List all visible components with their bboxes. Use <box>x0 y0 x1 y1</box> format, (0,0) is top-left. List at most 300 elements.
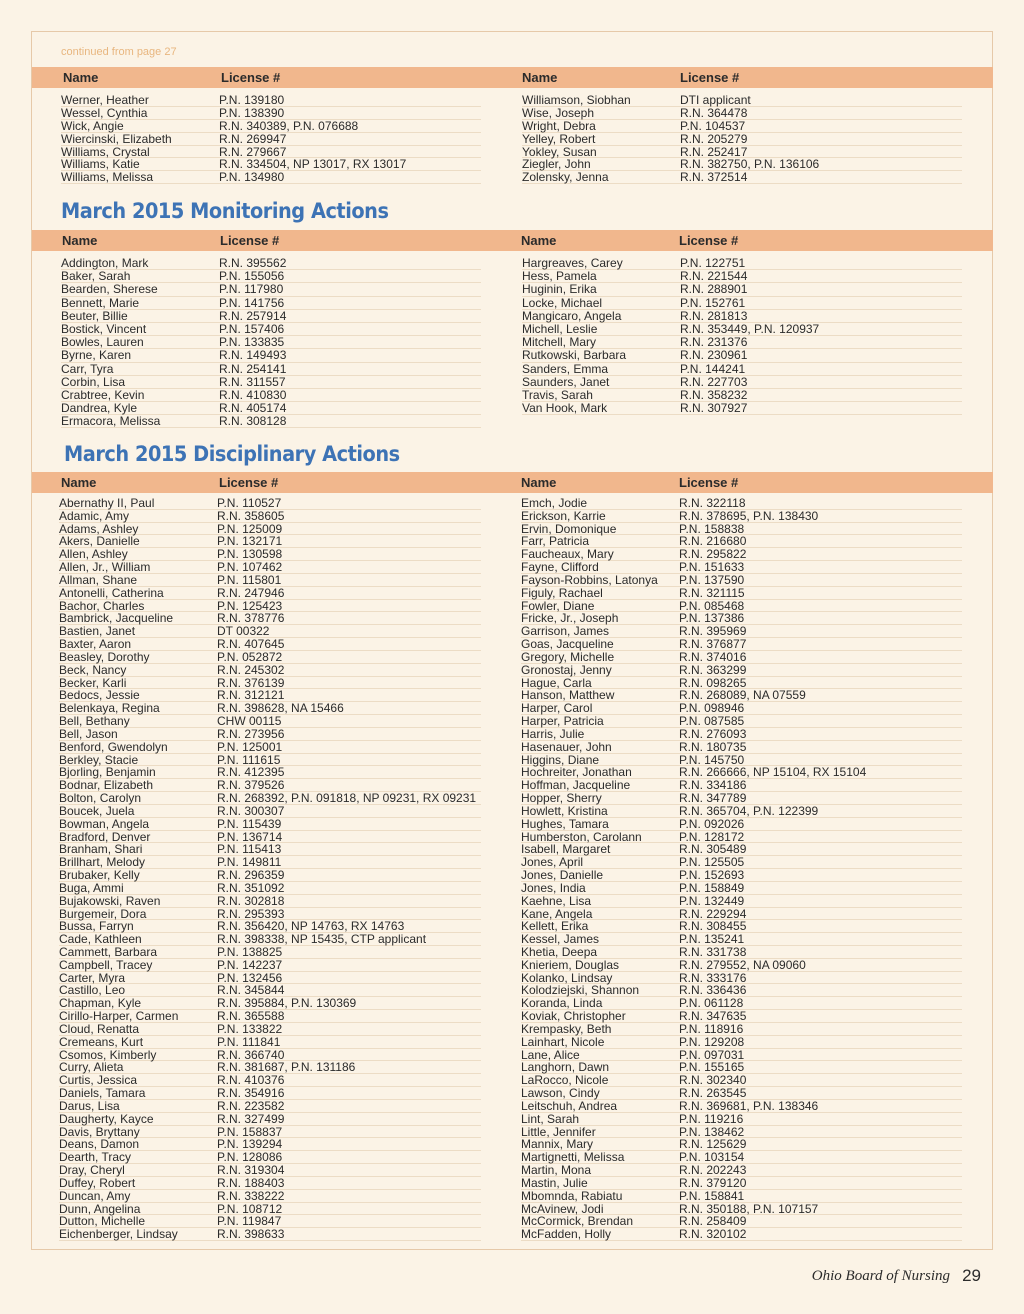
list-item <box>521 1190 962 1203</box>
license-number: R.N. 327499 <box>217 1111 285 1126</box>
list-item <box>59 587 481 600</box>
list-item <box>59 728 481 741</box>
list-item <box>522 283 962 296</box>
license-number: P.N. 085468 <box>679 598 745 613</box>
list-item <box>59 792 481 805</box>
licensee-name: Bell, Jason <box>59 726 118 741</box>
license-number: P.N. 157406 <box>219 321 285 336</box>
licensee-name: Knieriem, Douglas <box>521 957 620 972</box>
licensee-name: Byrne, Karen <box>61 348 132 363</box>
licensee-name: Zolensky, Jenna <box>522 170 609 185</box>
licensee-name: Cremeans, Kurt <box>59 1034 144 1049</box>
license-number: R.N. 395562 <box>219 256 287 270</box>
licensee-name: Corbin, Lisa <box>61 374 126 389</box>
list-item <box>59 1228 481 1241</box>
list-item <box>59 497 481 510</box>
licensee-name: Hughes, Tamara <box>521 816 609 831</box>
license-number: R.N. 366740 <box>217 1047 285 1062</box>
license-number: R.N. 331738 <box>679 944 747 959</box>
licensee-name: Little, Jennifer <box>521 1124 596 1139</box>
license-number: R.N. 252417 <box>680 144 748 159</box>
license-number: P.N. 119847 <box>217 1214 282 1229</box>
licensee-name: Bennett, Marie <box>61 295 140 310</box>
list-item <box>522 297 962 310</box>
licensee-name: Bodnar, Elizabeth <box>59 778 154 793</box>
licensee-name: Belenkaya, Regina <box>59 701 160 716</box>
list-item <box>61 133 481 146</box>
licensee-name: Sanders, Emma <box>522 361 609 376</box>
licensee-name: Leitschuh, Andrea <box>521 1098 618 1113</box>
licensee-name: Figuly, Rachael <box>521 585 603 600</box>
licensee-name: Werner, Heather <box>61 93 149 107</box>
license-number: P.N. 128172 <box>679 829 745 844</box>
licensee-name: Koviak, Christopher <box>521 1009 626 1024</box>
license-number: CHW 00115 <box>217 714 282 729</box>
license-number: P.N. 158849 <box>679 880 745 895</box>
license-number: P.N. 128086 <box>217 1150 283 1165</box>
licensee-name: Harper, Carol <box>521 701 593 716</box>
licensee-name: Wessel, Cynthia <box>61 105 148 120</box>
licensee-name: Castillo, Leo <box>59 983 126 998</box>
list-item <box>521 1177 962 1190</box>
list-item <box>61 363 481 376</box>
list-item <box>59 1190 481 1203</box>
list-item <box>59 1164 481 1177</box>
licensee-name: Locke, Michael <box>522 295 603 310</box>
licensee-name: Chapman, Kyle <box>59 996 142 1011</box>
list-item <box>521 882 962 895</box>
license-number: R.N. 364478 <box>680 105 748 120</box>
licensee-name: Jones, India <box>521 880 586 895</box>
licensee-name: Campbell, Tracey <box>59 957 153 972</box>
license-number: R.N. 410376 <box>217 1073 285 1088</box>
license-number: P.N. 130598 <box>217 547 283 562</box>
licensee-name: Daugherty, Kayce <box>59 1111 154 1126</box>
license-number: P.N. 144241 <box>680 361 746 376</box>
licensee-name: Beck, Nancy <box>59 662 127 677</box>
licensee-name: McAvinew, Jodi <box>521 1201 604 1216</box>
licensee-name: Dutton, Michelle <box>59 1214 146 1229</box>
licensee-name: Yelley, Robert <box>522 131 596 146</box>
publication-name: Ohio Board of Nursing <box>811 1268 950 1284</box>
header-license: License # <box>219 475 279 490</box>
license-number: R.N. 379526 <box>217 778 285 793</box>
disciplinary-title: March 2015 Disciplinary Actions <box>64 442 400 466</box>
licensee-name: Hess, Pamela <box>522 269 597 284</box>
licensee-name: Isabell, Margaret <box>521 842 611 857</box>
license-number: R.N. 354916 <box>217 1086 285 1101</box>
license-number: R.N. 336436 <box>679 983 747 998</box>
list-item <box>522 120 962 133</box>
license-number: R.N. 202243 <box>679 1163 747 1178</box>
list-item <box>521 510 962 523</box>
license-number: R.N. 308128 <box>219 414 287 429</box>
licensee-name: Berkley, Stacie <box>59 752 139 767</box>
licensee-name: Khetia, Deepa <box>521 944 598 959</box>
license-number: P.N. 125505 <box>679 855 745 870</box>
list-item <box>522 349 962 362</box>
license-number: R.N. 305489 <box>679 842 747 857</box>
licensee-name: Duncan, Amy <box>59 1188 131 1203</box>
license-number: P.N. 142237 <box>217 957 283 972</box>
licensee-name: Bostick, Vincent <box>61 321 147 336</box>
licensee-name: Dearth, Tracy <box>59 1150 132 1165</box>
licensee-name: Hasenauer, John <box>521 739 612 754</box>
list-item <box>61 376 481 389</box>
list-item <box>59 818 481 831</box>
licensee-name: Hargreaves, Carey <box>522 256 623 270</box>
licensee-name: Kolodziejski, Shannon <box>521 983 640 998</box>
licensee-name: Cirillo-Harper, Carmen <box>59 1009 179 1024</box>
list-item <box>522 376 962 389</box>
licensee-name: Higgins, Diane <box>521 752 600 767</box>
list-item <box>521 1087 962 1100</box>
licensee-name: Williams, Melissa <box>61 170 154 185</box>
licensee-name: Kolanko, Lindsay <box>521 970 613 985</box>
license-number: P.N. 158838 <box>679 521 745 536</box>
licensee-name: Williams, Crystal <box>61 144 150 159</box>
license-number: R.N. 378695, P.N. 138430 <box>679 508 819 523</box>
license-number: P.N. 098946 <box>679 701 745 716</box>
license-number: P.N. 061128 <box>679 996 744 1011</box>
licensee-name: Bradford, Denver <box>59 829 151 844</box>
licensee-name: Fricke, Jr., Joseph <box>521 611 619 626</box>
license-number: P.N. 111841 <box>217 1034 281 1049</box>
license-number: DT 00322 <box>217 624 270 639</box>
list-item <box>521 574 962 587</box>
license-number: R.N. 333176 <box>679 970 747 985</box>
list-item <box>521 715 962 728</box>
list-item <box>522 402 962 415</box>
licensee-name: Emch, Jodie <box>521 496 588 510</box>
license-number: R.N. 281813 <box>680 308 748 323</box>
licensee-name: Lane, Alice <box>521 1047 580 1062</box>
list-item <box>521 792 962 805</box>
licensee-name: Deans, Damon <box>59 1137 140 1152</box>
license-number: P.N. 138825 <box>217 944 283 959</box>
licensee-name: Cammett, Barbara <box>59 944 158 959</box>
license-number: P.N. 141756 <box>219 295 285 310</box>
licensee-name: Mitchell, Mary <box>522 335 597 350</box>
license-number: R.N. 149493 <box>219 348 287 363</box>
licensee-name: Csomos, Kimberly <box>59 1047 157 1062</box>
license-number: R.N. 398628, NA 15466 <box>217 701 344 716</box>
licensee-name: Ermacora, Melissa <box>61 414 161 429</box>
list-item <box>61 349 481 362</box>
license-number: R.N. 276093 <box>679 726 747 741</box>
list-top-right <box>522 94 962 184</box>
licensee-name: Rutkowski, Barbara <box>522 348 627 363</box>
license-number: P.N. 145750 <box>679 752 745 767</box>
license-number: P.N. 122751 <box>680 256 746 270</box>
license-number: R.N. 410830 <box>219 387 287 402</box>
license-number: R.N. 374016 <box>679 649 747 664</box>
license-number: P.N. 052872 <box>217 649 283 664</box>
licensee-name: Langhorn, Dawn <box>521 1060 610 1075</box>
license-number: P.N. 115413 <box>217 842 282 857</box>
license-number: R.N. 407645 <box>217 637 285 652</box>
list-item <box>59 510 481 523</box>
licensee-name: Goas, Jacqueline <box>521 637 614 652</box>
licensee-name: Akers, Danielle <box>59 534 140 549</box>
license-number: P.N. 138462 <box>679 1124 745 1139</box>
header-name: Name <box>521 475 557 490</box>
licensee-name: Ziegler, John <box>522 157 591 172</box>
licensee-name: McCormick, Brendan <box>521 1214 634 1229</box>
licensee-name: Faucheaux, Mary <box>521 547 614 562</box>
list-item <box>59 1100 481 1113</box>
list-item <box>61 107 481 120</box>
license-number: P.N. 133835 <box>219 335 285 350</box>
license-number: R.N. 295393 <box>217 906 285 921</box>
licensee-name: Eichenberger, Lindsay <box>59 1227 178 1242</box>
licensee-name: Gronostaj, Jenny <box>521 662 612 677</box>
license-number: P.N. 087585 <box>679 714 745 729</box>
header-license: License # <box>679 233 739 248</box>
licensee-name: Beasley, Dorothy <box>59 649 150 664</box>
license-number: R.N. 356420, NP 14763, RX 14763 <box>217 919 405 934</box>
license-number: R.N. 358605 <box>217 508 285 523</box>
licensee-name: Kellett, Erika <box>521 919 589 934</box>
header-name: Name <box>63 70 99 85</box>
licensee-name: Krempasky, Beth <box>521 1021 612 1036</box>
license-number: R.N. 372514 <box>680 170 748 185</box>
license-number: P.N. 151633 <box>679 560 745 575</box>
license-number: R.N. 338222 <box>217 1188 285 1203</box>
license-number: P.N. 107462 <box>217 560 283 575</box>
licensee-name: Harris, Julie <box>521 726 585 741</box>
license-number: R.N. 223582 <box>217 1098 285 1113</box>
license-number: P.N. 152761 <box>680 295 746 310</box>
license-number: P.N. 134980 <box>219 170 285 185</box>
licensee-name: Martin, Mona <box>521 1163 592 1178</box>
licensee-name: Humberston, Carolann <box>521 829 642 844</box>
license-number: DTI applicant <box>680 93 751 107</box>
licensee-name: Dunn, Angelina <box>59 1201 141 1216</box>
list-item <box>522 107 962 120</box>
license-number: P.N. 125001 <box>217 739 283 754</box>
licensee-name: Bussa, Farryn <box>59 919 134 934</box>
licensee-name: Dandrea, Kyle <box>61 401 138 416</box>
licensee-name: Mangicaro, Angela <box>522 308 622 323</box>
list-item <box>522 363 962 376</box>
licensee-name: Curry, Alieta <box>59 1060 124 1075</box>
list-item <box>59 1113 481 1126</box>
license-number: R.N. 257914 <box>219 308 287 323</box>
licensee-name: Brubaker, Kelly <box>59 868 140 883</box>
licensee-name: Boucek, Juela <box>59 803 135 818</box>
licensee-name: Kaehne, Lisa <box>521 893 592 908</box>
license-number: P.N. 155165 <box>679 1060 745 1075</box>
license-number: R.N. 405174 <box>219 401 287 416</box>
licensee-name: Bolton, Carolyn <box>59 791 142 806</box>
list-item <box>59 1023 481 1036</box>
list-item <box>61 94 481 107</box>
licensee-name: Baker, Sarah <box>61 269 131 284</box>
licensee-name: Williamson, Siobhan <box>522 93 631 107</box>
license-number: P.N. 138390 <box>219 105 285 120</box>
licensee-name: Allen, Jr., William <box>59 560 151 575</box>
license-number: P.N. 117980 <box>219 282 284 297</box>
licensee-name: Kane, Angela <box>521 906 593 921</box>
license-number: R.N. 268089, NA 07559 <box>679 688 806 703</box>
licensee-name: Bambrick, Jacqueline <box>59 611 174 626</box>
licensee-name: Crabtree, Kevin <box>61 387 145 402</box>
license-number: R.N. 334504, NP 13017, RX 13017 <box>219 157 407 172</box>
list-item <box>59 638 481 651</box>
license-number: R.N. 295822 <box>679 547 747 562</box>
licensee-name: Brillhart, Melody <box>59 855 146 870</box>
license-number: R.N. 125629 <box>679 1137 747 1152</box>
licensee-name: Hopper, Sherry <box>521 791 602 806</box>
license-number: P.N. 139294 <box>217 1137 283 1152</box>
licensee-name: Cloud, Renatta <box>59 1021 140 1036</box>
list-top-left <box>61 94 481 184</box>
license-number: R.N. 379120 <box>679 1175 747 1190</box>
licensee-name: Garrison, James <box>521 624 610 639</box>
licensee-name: Fowler, Diane <box>521 598 595 613</box>
licensee-name: Wiercinski, Elizabeth <box>61 131 172 146</box>
license-number: P.N. 137386 <box>679 611 745 626</box>
licensee-name: Wick, Angie <box>61 118 124 133</box>
license-number: R.N. 350188, P.N. 107157 <box>679 1201 819 1216</box>
licensee-name: Carr, Tyra <box>61 361 114 376</box>
license-number: P.N. 137590 <box>679 572 745 587</box>
header-name: Name <box>61 475 97 490</box>
license-number: P.N. 092026 <box>679 816 745 831</box>
license-number: R.N. 320102 <box>679 1227 747 1242</box>
list-item <box>59 651 481 664</box>
license-number: R.N. 345844 <box>217 983 285 998</box>
license-number: R.N. 098265 <box>679 675 747 690</box>
license-number: P.N. 111615 <box>217 752 281 767</box>
license-number: R.N. 302818 <box>217 893 285 908</box>
licensee-name: Bell, Bethany <box>59 714 130 729</box>
list-item <box>521 895 962 908</box>
licensee-name: Beuter, Billie <box>61 308 128 323</box>
license-number: P.N. 104537 <box>680 118 746 133</box>
license-number: R.N. 258409 <box>679 1214 747 1229</box>
license-number: R.N. 245302 <box>217 662 285 677</box>
license-number: R.N. 302340 <box>679 1073 747 1088</box>
license-number: R.N. 229294 <box>679 906 747 921</box>
license-number: R.N. 307927 <box>680 401 748 416</box>
licensee-name: Hoffman, Jacqueline <box>521 778 631 793</box>
licensee-name: Yokley, Susan <box>522 144 597 159</box>
list-item <box>521 946 962 959</box>
licensee-name: Van Hook, Mark <box>522 401 608 416</box>
table-header-top <box>32 67 993 88</box>
license-number: R.N. 376139 <box>217 675 285 690</box>
license-number: R.N. 347635 <box>679 1009 747 1024</box>
list-item <box>521 1113 962 1126</box>
licensee-name: Michell, Leslie <box>522 321 598 336</box>
license-number: R.N. 398338, NP 15435, CTP applicant <box>217 932 427 947</box>
license-number: R.N. 263545 <box>679 1086 747 1101</box>
licensee-name: Antonelli, Catherina <box>59 585 164 600</box>
license-number: R.N. 268392, P.N. 091818, NP 09231, RX 09231 <box>217 791 477 806</box>
list-item <box>59 895 481 908</box>
license-number: R.N. 188403 <box>217 1175 285 1190</box>
licensee-name: Abernathy II, Paul <box>59 496 155 510</box>
license-number: P.N. 110527 <box>217 496 282 510</box>
license-number: R.N. 300307 <box>217 803 285 818</box>
list-item <box>522 133 962 146</box>
license-number: R.N. 312121 <box>217 688 285 703</box>
header-license: License # <box>221 70 281 85</box>
licensee-name: Gregory, Michelle <box>521 649 615 664</box>
licensee-name: Erickson, Karrie <box>521 508 606 523</box>
license-number: P.N. 097031 <box>679 1047 745 1062</box>
license-number: R.N. 363299 <box>679 662 747 677</box>
licensee-name: Mastin, Julie <box>521 1175 588 1190</box>
licensee-name: Dray, Cheryl <box>59 1163 125 1178</box>
license-number: R.N. 216680 <box>679 534 747 549</box>
list-item <box>521 664 962 677</box>
table-header-disciplinary <box>32 472 993 493</box>
license-number: P.N. 136714 <box>217 829 283 844</box>
licensee-name: Hague, Carla <box>521 675 592 690</box>
monitoring-title: March 2015 Monitoring Actions <box>61 199 389 223</box>
licensee-name: Fayne, Clifford <box>521 560 599 575</box>
licensee-name: Bearden, Sherese <box>61 282 158 297</box>
list-item <box>522 310 962 323</box>
license-number: P.N. 115801 <box>217 572 282 587</box>
licensee-name: Benford, Gwendolyn <box>59 739 168 754</box>
licensee-name: Jones, April <box>521 855 584 870</box>
licensee-name: LaRocco, Nicole <box>521 1073 609 1088</box>
licensee-name: Davis, Bryttany <box>59 1124 140 1139</box>
header-name: Name <box>522 70 558 85</box>
license-number: R.N. 382750, P.N. 136106 <box>680 157 820 172</box>
license-number: R.N. 273956 <box>217 726 285 741</box>
list-item <box>59 664 481 677</box>
license-number: P.N. 129208 <box>679 1034 745 1049</box>
list-item <box>59 946 481 959</box>
list-item <box>521 1036 962 1049</box>
license-number: P.N. 125009 <box>217 521 283 536</box>
page-number: 29 <box>962 1266 981 1285</box>
list-item <box>61 171 481 184</box>
license-number: R.N. 321115 <box>679 585 745 600</box>
license-number: R.N. 322118 <box>679 496 746 510</box>
licensee-name: Baxter, Aaron <box>59 637 132 652</box>
header-name: Name <box>62 233 98 248</box>
licensee-name: Adams, Ashley <box>59 521 139 536</box>
list-item <box>61 310 481 323</box>
license-number: P.N. 158837 <box>217 1124 283 1139</box>
licensee-name: Buga, Ammi <box>59 880 124 895</box>
license-number: P.N. 125423 <box>217 598 283 613</box>
licensee-name: Duffey, Robert <box>59 1175 136 1190</box>
list-item <box>59 1177 481 1190</box>
license-number: R.N. 353449, P.N. 120937 <box>680 321 820 336</box>
list-item <box>521 959 962 972</box>
license-number: P.N. 149811 <box>217 855 282 870</box>
list-disciplinary-left <box>59 497 481 1241</box>
licensee-name: Branham, Shari <box>59 842 143 857</box>
license-number: R.N. 398633 <box>217 1227 285 1242</box>
list-disciplinary-right <box>521 497 962 1241</box>
licensee-name: Adamic, Amy <box>59 508 130 523</box>
list-item <box>521 587 962 600</box>
list-item <box>59 805 481 818</box>
license-number: R.N. 378776 <box>217 611 285 626</box>
list-item <box>521 818 962 831</box>
licensee-name: Martignetti, Melissa <box>521 1150 625 1165</box>
licensee-name: Addington, Mark <box>61 256 149 270</box>
license-number: R.N. 334186 <box>679 778 747 793</box>
